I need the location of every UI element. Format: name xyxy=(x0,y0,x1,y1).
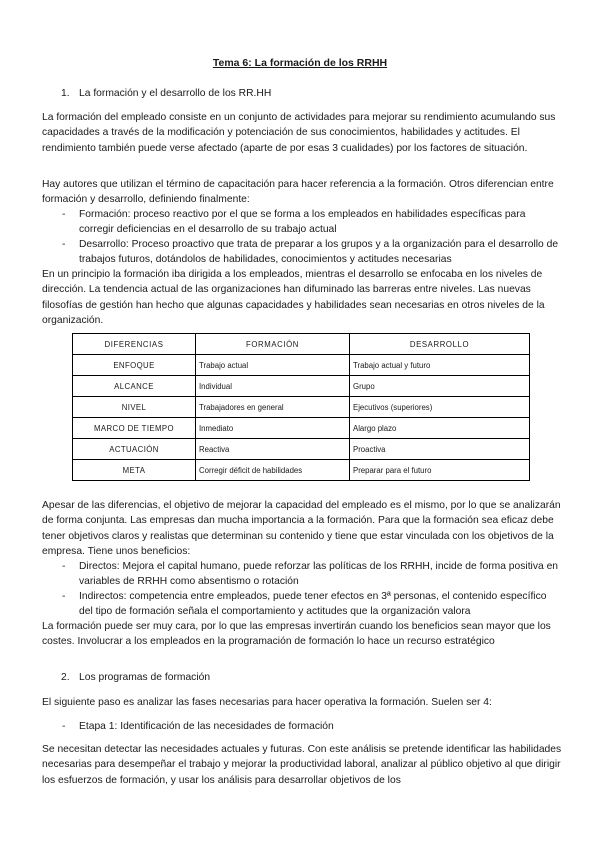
table-row xyxy=(73,355,530,376)
section-1-paragraph-2: Hay autores que utilizan el término de capacitación para hacer referencia a la formación. Otros diferencian entre formación y desarrollo, definiendo finalmente: xyxy=(42,179,554,206)
table-cell: Trabajadores en general xyxy=(196,397,350,418)
dash-icon: - xyxy=(62,591,66,602)
table-row-header: ALCANCE xyxy=(73,376,196,397)
table-row-header: NIVEL xyxy=(73,397,196,418)
bullet-text: Etapa 1: Identificación de las necesidades de formación xyxy=(79,721,334,732)
table-row-header: META xyxy=(73,460,196,481)
table-row-header: MARCO DE TIEMPO xyxy=(73,418,196,439)
section-2-paragraph-2: Se necesitan detectar las necesidades actuales y futuras. Con este análisis se pretende identificar las habilidades necesarias para desempeñar el trabajo y mejorar la productividad laboral, analizar al público objetivo al que dirigir los esfuerzos de formación, y usar los análisis para desarrollar objetivos de los xyxy=(42,744,562,786)
table-row xyxy=(73,439,530,460)
table-header-cell: DIFERENCIAS xyxy=(73,334,196,355)
table-cell: Trabajo actual y futuro xyxy=(350,355,530,376)
table-cell: Individual xyxy=(196,376,350,397)
table-cell: Reactiva xyxy=(196,439,350,460)
table-cell: Proactiva xyxy=(350,439,530,460)
section-2-paragraph-1: El siguiente paso es analizar las fases necesarias para hacer operativa la formación. Suelen ser 4: xyxy=(42,697,492,708)
section-2-number: 2. xyxy=(61,672,70,683)
table-cell: Grupo xyxy=(350,376,530,397)
section-1-heading xyxy=(61,88,271,99)
section-1-paragraph-4: Apesar de las diferencias, el objetivo de mejorar la capacidad del empleado es el mismo, por lo que se analizarán de forma conjunta. Las empresas dan mucha importancia a la formación. Para que la formación sea eficaz debe tener objetivos claros y realistas que determinan su contenido y tiene que estar vinculada con los objetivos de la empresa. Tiene unos beneficios: xyxy=(42,500,561,557)
dash-icon: - xyxy=(62,239,66,250)
section-1-number: 1. xyxy=(61,88,70,99)
bullet-item xyxy=(62,559,562,590)
section-2-heading xyxy=(61,672,210,683)
dash-icon: - xyxy=(62,721,66,732)
section-2-heading-text: Los programas de formación xyxy=(79,672,211,683)
table-cell: Preparar para el futuro xyxy=(350,460,530,481)
table-cell: Inmediato xyxy=(196,418,350,439)
table-cell: Corregir déficit de habilidades xyxy=(196,460,350,481)
table-cell: Trabajo actual xyxy=(196,355,350,376)
section-1-paragraph-3: En un principio la formación iba dirigida a los empleados, mientras el desarrollo se enfocaba en los niveles de dirección. La tendencia actual de las organizaciones han difuminado las barreras entre niveles. Las nuevas filosofías de gestión han hecho que algunas capacidades y habilidades sean necesarias en otros niveles de la organización. xyxy=(42,269,545,326)
bullet-item xyxy=(62,237,562,268)
bullet-text: Directos: Mejora el capital humano, puede reforzar las políticas de los RRHH, incide de forma positiva en variables de RRHH como absentismo o rotación xyxy=(79,561,559,588)
bullet-item xyxy=(62,207,562,238)
dash-icon: - xyxy=(62,561,66,572)
table-header-row xyxy=(73,334,530,355)
document-title: Tema 6: La formación de los RRHH xyxy=(212,57,388,69)
table-cell: Ejecutivos (superiores) xyxy=(350,397,530,418)
bullet-item xyxy=(62,719,562,734)
table-header-cell: FORMACIÓN xyxy=(196,334,350,355)
bullet-text: Formación: proceso reactivo por el que se forma a los empleados en habilidades específicas para corregir deficiencias en el desarrollo de su trabajo actual xyxy=(79,209,526,236)
section-1-paragraph-1: La formación del empleado consiste en un conjunto de actividades para mejorar su rendimiento acumulando sus capacidades a través de la modificación y potenciación de sus conocimientos, habilidades y actitudes. El rendimiento también puede verse afectado (aparte de por esas 3 cualidades) por los factores de situación. xyxy=(42,112,556,154)
table-cell: Alargo plazo xyxy=(350,418,530,439)
bullet-text: Indirectos: competencia entre empleados, puede tener efectos en 3ª personas, el contenido específico del tipo de formación señala el comportamiento y actitudes que la organización valora xyxy=(79,591,547,618)
table-header-cell: DESARROLLO xyxy=(350,334,530,355)
bullet-item xyxy=(62,589,562,620)
bullet-text: Desarrollo: Proceso proactivo que trata de preparar a los grupos y a la organización para el desarrollo de trabajos futuros, dotándolos de habilidades, conocimientos y actitudes necesarias xyxy=(79,239,559,266)
section-1-heading-text: La formación y el desarrollo de los RR.HH xyxy=(79,88,272,99)
table-row-header: ENFOQUE xyxy=(73,355,196,376)
comparison-table xyxy=(72,333,530,481)
table-row-header: ACTUACIÓN xyxy=(73,439,196,460)
table-row xyxy=(73,418,530,439)
table-row xyxy=(73,397,530,418)
section-1-paragraph-5: La formación puede ser muy cara, por lo que las empresas invertirán cuando los beneficios sean mayor que los costes. Involucrar a los empleados en la programación de formación lo hace un recurso estratégico xyxy=(42,621,551,648)
dash-icon: - xyxy=(62,209,66,220)
table-row xyxy=(73,376,530,397)
table-row xyxy=(73,460,530,481)
